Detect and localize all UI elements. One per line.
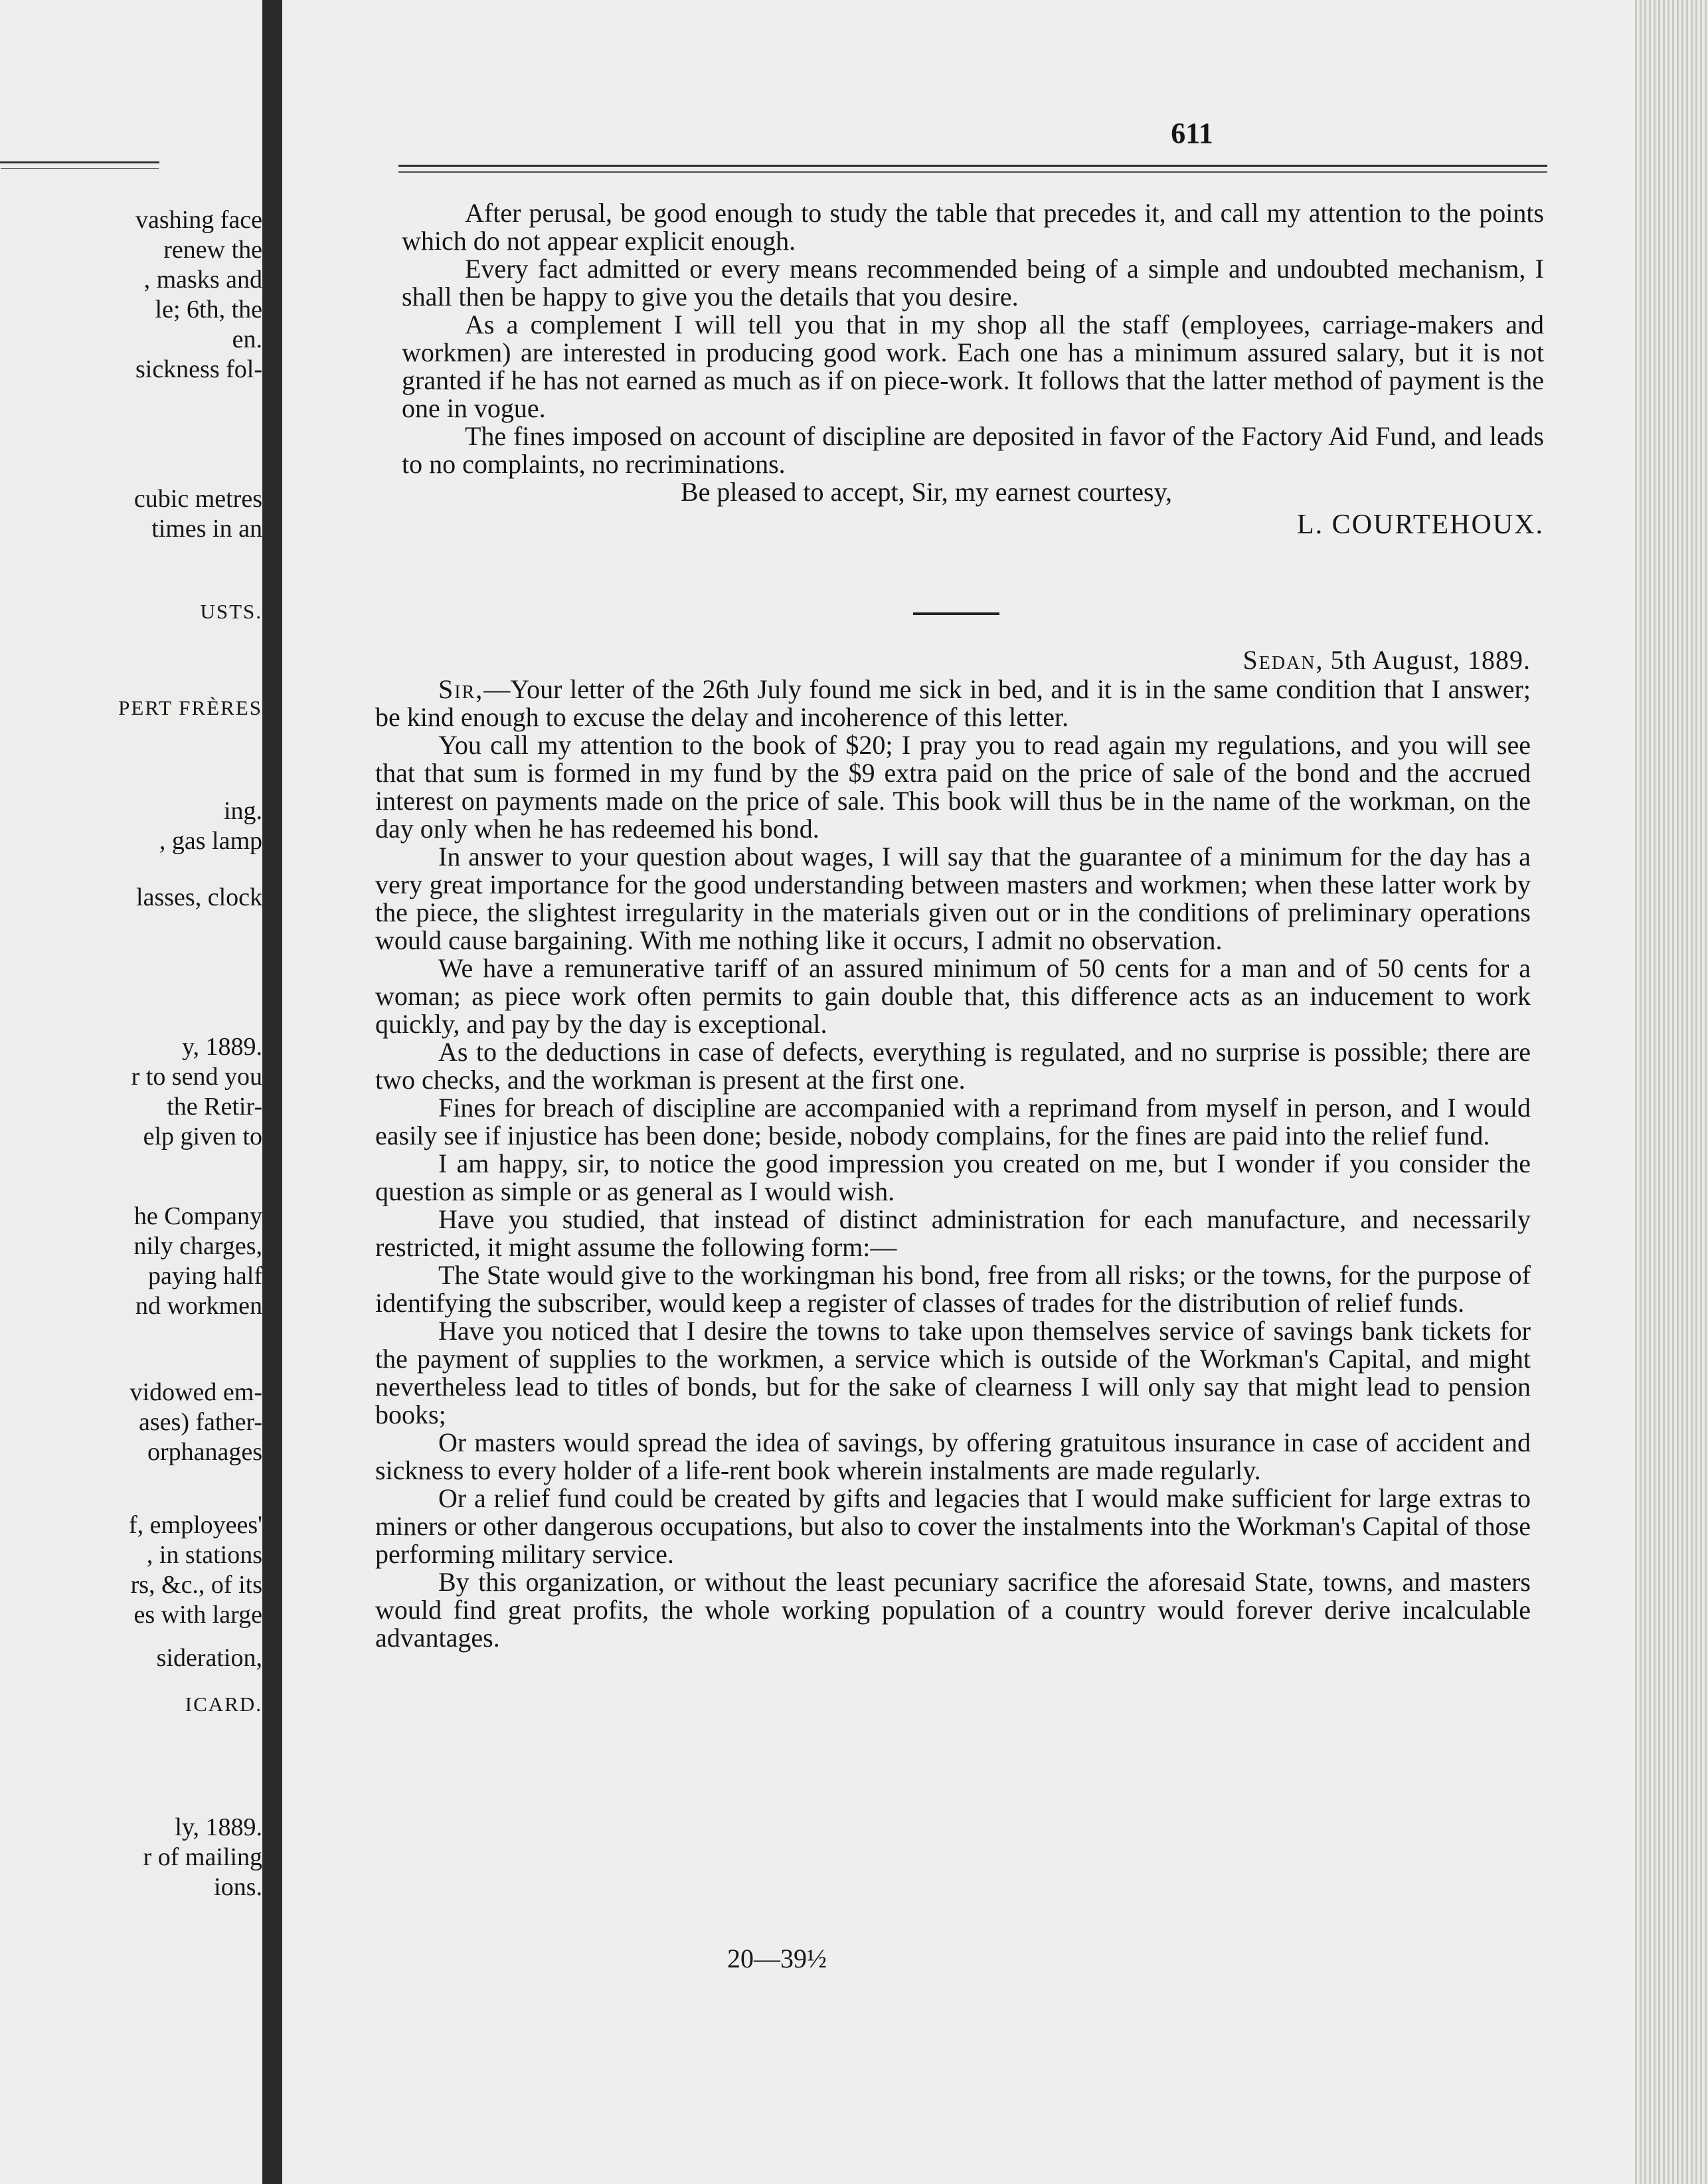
left-fragment-line: ICARD.: [185, 1692, 262, 1716]
header-rule-second: [398, 171, 1547, 173]
header-rule: [398, 165, 1547, 167]
letter-two-paragraph: Or a relief fund could be created by gifts and legacies that I would make sufficient for large extras to miners or other dangerous occupations, but also to cover the instalments into the Workman's Capital of those performing military service.: [375, 1483, 1531, 1569]
left-fragment-line: elp given to: [143, 1123, 262, 1150]
letter-two-paragraph: Have you noticed that I desire the towns to take upon themselves service of savings bank tickets for the payment of supplies to the workmen, a service which is outside of the Workman's Capital, and might nevertheless lead to titles of bonds, but for the sake of clearness I will only say that might lead to pension books;: [375, 1316, 1531, 1429]
letter-two-paragraph: In answer to your question about wages, I will say that the guarantee of a minimum for the day has a very great importance for the good understanding between masters and workmen; when these latter work by the piece, the slightest irregularity in the materials given out or in the conditions of preliminary operations would cause bargaining. With me nothing like it occurs, I admit no observation.: [375, 842, 1531, 955]
page-number: 611: [1171, 117, 1213, 149]
left-fragment-line: r to send you: [131, 1063, 262, 1091]
left-fragment-line: times in an: [151, 515, 262, 543]
letter-two-dateline: [375, 644, 1531, 676]
left-fragment-line: renew the: [163, 236, 262, 264]
left-fragment-line: , masks and: [143, 266, 262, 294]
letter-two-paragraph: Have you studied, that instead of distinct administration for each manufacture, and necessarily restricted, it might assume the following form:—: [375, 1204, 1531, 1262]
left-fragment-line: sickness fol-: [135, 355, 262, 383]
separator-rule: [913, 612, 999, 615]
facing-page-fragment: [0, 0, 262, 2184]
letter-one: [402, 199, 1544, 541]
left-fragment-line: PERT FRÈRES: [118, 696, 262, 719]
letter-two-paragraph: By this organization, or without the least pecuniary sacrifice the aforesaid State, towns, and masters would find great profits, the whole working population of a country would forever derive incalculable advantages.: [375, 1567, 1531, 1653]
left-fragment-line: en.: [232, 325, 262, 353]
left-header-rule: [0, 161, 159, 163]
letter-two-paragraph: I am happy, sir, to notice the good impression you created on me, but I wonder if you consider the question as simple or as general as I would wish.: [375, 1148, 1531, 1206]
letter-two-paragraph: Or masters would spread the idea of savings, by offering gratuitous insurance in case of accident and sickness to every holder of a life-rent book wherein instalments are made regularly.: [375, 1427, 1531, 1485]
left-fragment-line: f, employees': [128, 1511, 262, 1539]
book-gutter: [262, 0, 282, 2184]
page: [282, 0, 1708, 2184]
left-fragment-line: , in stations: [146, 1541, 262, 1569]
left-fragment-line: cubic metres: [133, 485, 262, 513]
left-fragment-line: nily charges,: [133, 1232, 262, 1260]
left-fragment-line: ases) father-: [139, 1408, 262, 1436]
letter-two-paragraph: You call my attention to the book of $20; I pray you to read again my regulations, and you will see that that sum is formed in my fund by the $9 extra paid on the price of sale of the bond and the accrued interest on payments made on the price of sale. This book will thus be in the name of the workman, on the day only when he has redeemed his bond.: [375, 730, 1531, 844]
letter-one-paragraph: As a complement I will tell you that in my shop all the staff (employees, carriage-makers and workmen) are interested in producing good work. Each one has a minimum assured salary, but it is not granted if he has not earned as much as if on piece-work. It follows that the latter method of payment is the one in vogue.: [402, 310, 1544, 423]
left-fragment-line: lasses, clock: [136, 883, 262, 911]
letter-one-paragraph: The fines imposed on account of discipline are deposited in favor of the Factory Aid Fund, and leads to no complaints, no recriminations.: [402, 421, 1544, 479]
letter-one-signature: L. COURTEHOUX.: [1297, 509, 1544, 540]
left-fragment-line: vidowed em-: [129, 1378, 262, 1406]
left-fragment-line: he Company: [133, 1202, 262, 1230]
salutation: Sir,: [438, 674, 484, 704]
signature-mark: 20—39½: [727, 1944, 827, 1973]
letter-two-opening: —Your letter of the 26th July found me sick in bed, and it is in the same condition that I answer; be kind enough to excuse the delay and incoherence of this letter.: [375, 674, 1531, 732]
left-fragment-line: es with large: [133, 1601, 262, 1629]
left-fragment-line: , gas lamp: [159, 827, 262, 855]
left-fragment-line: ing.: [223, 797, 262, 825]
letter-one-paragraph: After perusal, be good enough to study the table that precedes it, and call my attention to the points which do not appear explicit enough.: [402, 198, 1544, 256]
letter-two: [375, 644, 1531, 1652]
left-fragment-line: rs, &c., of its: [130, 1571, 262, 1599]
dateline-place: Sedan: [1242, 645, 1316, 675]
page-column: [302, 0, 1551, 2184]
left-fragment-line: r of mailing: [143, 1843, 262, 1871]
left-fragment-line: paying half: [147, 1262, 262, 1290]
page-edges: [1635, 0, 1708, 2184]
letter-one-closing: Be pleased to accept, Sir, my earnest courtesy,: [681, 477, 1172, 507]
left-fragment-line: nd workmen: [135, 1292, 262, 1320]
left-fragment-line: vashing face: [135, 206, 262, 234]
letter-two-paragraph: The State would give to the workingman his bond, free from all risks; or the towns, for the purpose of identifying the subscriber, would keep a register of classes of trades for the distribution of relief funds.: [375, 1260, 1531, 1318]
letter-two-paragraph: Fines for breach of discipline are accompanied with a reprimand from myself in person, and I would easily see if injustice has been done; beside, nobody complains, for the fines are paid into the relief fund.: [375, 1093, 1531, 1150]
left-fragment-line: the Retir-: [167, 1093, 262, 1121]
left-fragment-line: ly, 1889.: [175, 1813, 262, 1841]
left-fragment-line: le; 6th, the: [155, 296, 262, 323]
left-fragment-line: y, 1889.: [181, 1033, 262, 1061]
left-fragment-line: ions.: [214, 1873, 262, 1901]
letter-two-paragraph: We have a remunerative tariff of an assured minimum of 50 cents for a man and of 50 cents for a woman; as piece work often permits to gain double that, this difference acts as an inducement to work quickly, and pay by the day is exceptional.: [375, 953, 1531, 1039]
letter-two-paragraph: As to the deductions in case of defects, everything is regulated, and no surprise is possible; there are two checks, and the workman is present at the first one.: [375, 1037, 1531, 1095]
letter-two-paragraph: [375, 676, 1531, 731]
left-fragment-line: orphanages: [147, 1438, 262, 1466]
dateline-date: , 5th August, 1889.: [1316, 645, 1531, 675]
left-fragment-line: USTS.: [200, 600, 262, 623]
letter-one-paragraph: Every fact admitted or every means recommended being of a simple and undoubted mechanism, I shall then be happy to give you the details that you desire.: [402, 254, 1544, 312]
left-fragment-line: sideration,: [156, 1644, 262, 1672]
